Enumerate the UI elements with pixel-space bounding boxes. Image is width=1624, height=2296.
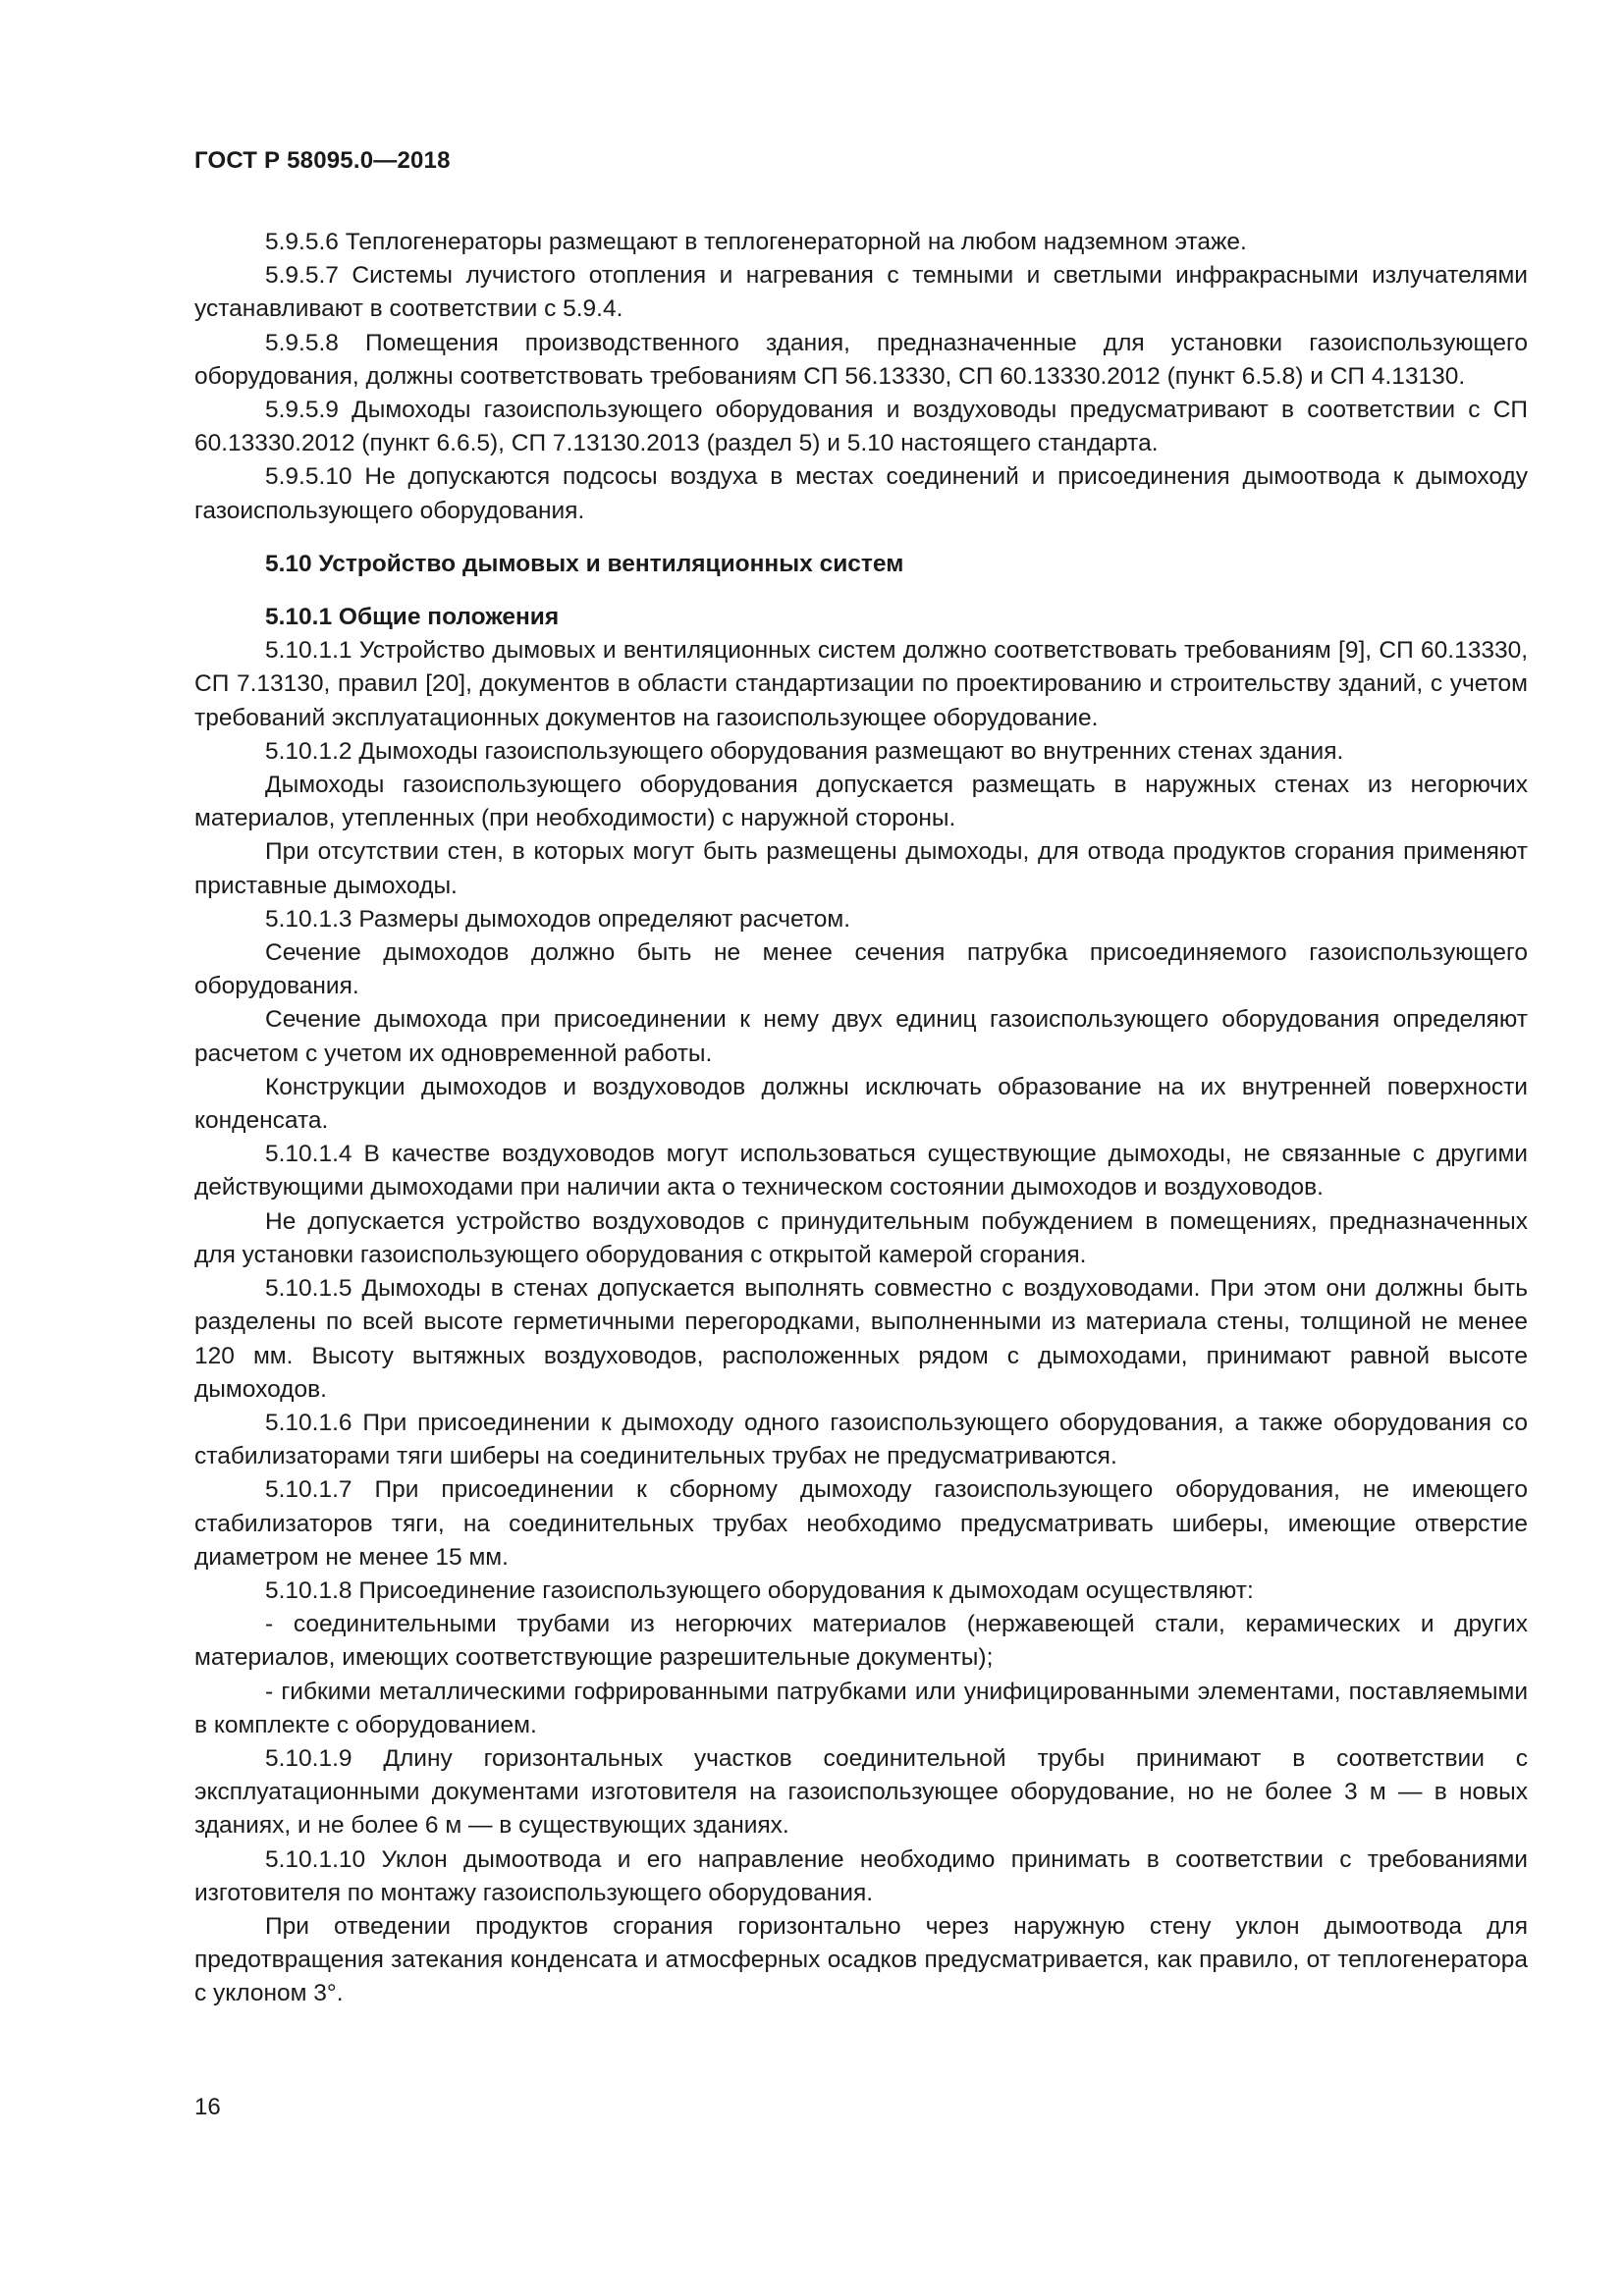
paragraph-5-10-1-6: 5.10.1.6 При присоединении к дымоходу одного газоиспользующего оборудования, а также оборудования со стабилизаторами тяги шиберы на соединительных трубах не предусматриваются. bbox=[194, 1409, 1528, 1470]
paragraph-5-10-1-4: 5.10.1.4 В качестве воздуховодов могут использоваться существующие дымоходы, не связанные с другими действующими дымоходами при наличии акта о техническом состоянии дымоходов и воздуховодов. bbox=[194, 1141, 1528, 1201]
paragraph-5-10-1-3: 5.10.1.3 Размеры дымоходов определяют расчетом. bbox=[265, 905, 851, 933]
list-item: - соединительными трубами из негорючих материалов (нержавеющей стали, керамических и других материалов, имеющих соответствующие разрешительные документы); bbox=[194, 1611, 1528, 1672]
list-item: - гибкими металлическими гофрированными патрубками или унифицированными элементами, поставляемыми в комплекте с оборудованием. bbox=[194, 1678, 1528, 1738]
paragraph-5-10-1-5: 5.10.1.5 Дымоходы в стенах допускается выполнять совместно с воздуховодами. При этом они должны быть разделены по всей высоте герметичными перегородками, выполненными из материала стены, толщиной не менее 120 мм. Высоту вытяжных воздуховодов, расположенных рядом с дымоходами, принимают равной высоте дымоходов. bbox=[194, 1275, 1528, 1403]
paragraph-5-10-1-9: 5.10.1.9 Длину горизонтальных участков соединительной трубы принимают в соответствии с эксплуатационными документами изготовителя на газоиспользующее оборудование, но не более 3 м — в новых зданиях, и не более 6 м — в существующих зданиях. bbox=[194, 1744, 1528, 1840]
paragraph-5-10-1-8: 5.10.1.8 Присоединение газоиспользующего оборудования к дымоходам осуществляют: bbox=[265, 1576, 1254, 1604]
paragraph: Сечение дымоходов должно быть не менее сечения патрубка присоединяемого газоиспользующего оборудования. bbox=[194, 939, 1528, 1000]
paragraph-5-9-5-6: 5.9.5.6 Теплогенераторы размещают в теплогенераторной на любом надземном этаже. bbox=[265, 229, 1247, 255]
paragraph-5-9-5-8: 5.9.5.8 Помещения производственного здания, предназначенные для установки газоиспользующего оборудования, должны соответствовать требованиям СП 56.13330, СП 60.13330.2012 (пункт 6.5.8) и СП 4.13130. bbox=[194, 329, 1528, 390]
subsection-heading-5-10-1: 5.10.1 Общие положения bbox=[265, 604, 560, 631]
document-code-header: ГОСТ Р 58095.0—2018 bbox=[194, 147, 451, 174]
paragraph-5-10-1-10: 5.10.1.10 Уклон дымоотвода и его направление необходимо принимать в соответствии с требованиями изготовителя по монтажу газоиспользующего оборудования. bbox=[194, 1845, 1528, 1906]
paragraph: Конструкции дымоходов и воздуховодов должны исключать образование на их внутренней поверхности конденсата. bbox=[194, 1073, 1528, 1135]
paragraph-5-9-5-7: 5.9.5.7 Системы лучистого отопления и нагревания с темными и светлыми инфракрасными излучателями устанавливают в соответствии с 5.9.4. bbox=[194, 262, 1528, 323]
paragraph-5-9-5-9: 5.9.5.9 Дымоходы газоиспользующего оборудования и воздуховоды предусматривают в соответствии с СП 60.13330.2012 (пункт 6.6.5), СП 7.13130.2013 (раздел 5) и 5.10 настоящего стандарта. bbox=[194, 397, 1528, 457]
paragraph-5-10-1-2: 5.10.1.2 Дымоходы газоиспользующего оборудования размещают во внутренних стенах здания. bbox=[265, 737, 1344, 765]
paragraph: При отведении продуктов сгорания горизонтально через наружную стену уклон дымоотвода для предотвращения затекания конденсата и атмосферных осадков предусматривается, как правило, от теплогенератора с уклоном 3°. bbox=[194, 1912, 1528, 2007]
paragraph: Дымоходы газоиспользующего оборудования допускается размещать в наружных стенах из негорючих материалов, утепленных (при необходимости) с наружной стороны. bbox=[194, 772, 1528, 832]
paragraph-5-10-1-7: 5.10.1.7 При присоединении к сборному дымоходу газоиспользующего оборудования, не имеющего стабилизаторов тяги, на соединительных трубах необходимо предусматривать шиберы, имеющие отверстие диаметром не менее 15 мм. bbox=[194, 1476, 1528, 1571]
paragraph-5-9-5-10: 5.9.5.10 Не допускаются подсосы воздуха в местах соединений и присоединения дымоотвода к дымоходу газоиспользующего оборудования. bbox=[194, 463, 1528, 524]
paragraph: Не допускается устройство воздуховодов с принудительным побуждением в помещениях, предназначенных для установки газоиспользующего оборудования с открытой камерой сгорания. bbox=[194, 1207, 1528, 1268]
section-heading-5-10: 5.10 Устройство дымовых и вентиляционных систем bbox=[265, 550, 904, 577]
document-body bbox=[194, 226, 1528, 2011]
paragraph: При отсутствии стен, в которых могут быть размещены дымоходы, для отвода продуктов сгорания применяют приставные дымоходы. bbox=[194, 838, 1528, 899]
paragraph-5-10-1-1: 5.10.1.1 Устройство дымовых и вентиляционных систем должно соответствовать требованиям [9], СП 60.13330, СП 7.13130, правил [20], документов в области стандартизации по проектированию и строительству зданий, с учетом требований эксплуатационных документов на газоиспользующее оборудование. bbox=[194, 637, 1528, 731]
page-number: 16 bbox=[194, 2094, 221, 2120]
paragraph: Сечение дымохода при присоединении к нему двух единиц газоиспользующего оборудования определяют расчетом с учетом их одновременной работы. bbox=[194, 1006, 1528, 1067]
